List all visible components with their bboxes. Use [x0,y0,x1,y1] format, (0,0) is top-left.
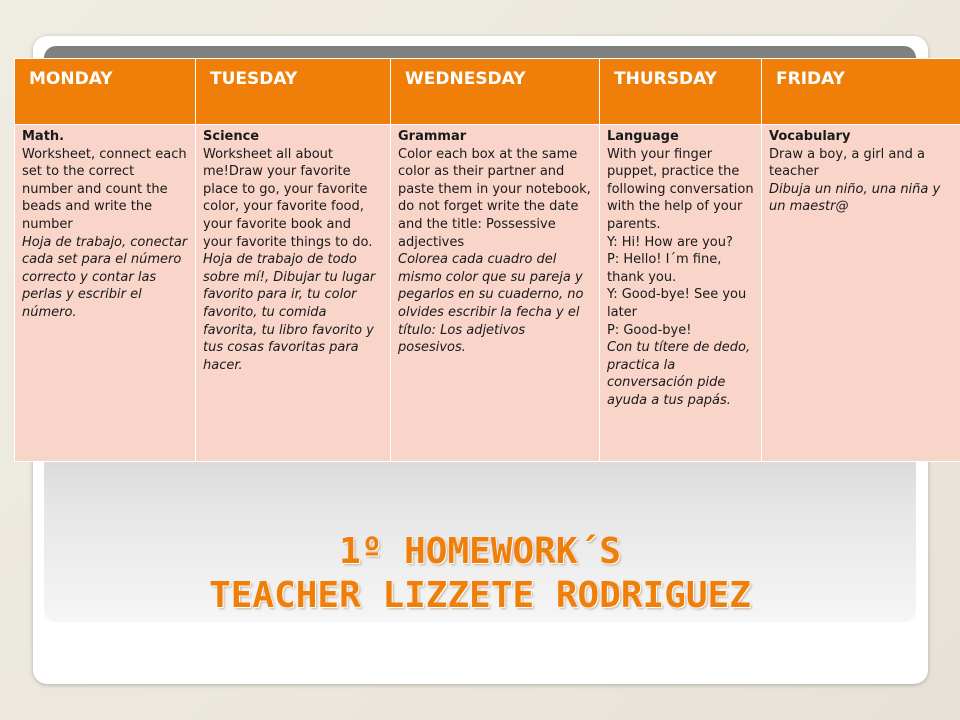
header-thursday: THURSDAY [600,59,762,125]
cell-subject: Grammar [398,129,467,144]
cell-english-text: Worksheet, connect each set to the correct number and count the beads and write the number [22,146,187,232]
title-line-homework: 1º HOMEWORK´S [339,531,621,572]
cell-english-text: Draw a boy, a girl and a teacher [769,146,925,180]
cell-thursday [600,125,762,462]
cell-friday [762,125,960,462]
cell-english-text: With your finger puppet, practice the following conversation with the help of your parents. Y: Hi! How are you? P: Hello! I´m fine, thank you. Y: Good-bye! See you later P: Good-bye! [607,146,754,338]
header-tuesday: TUESDAY [196,59,391,125]
cell-spanish-text: Hoja de trabajo de todo sobre mí!, Dibujar tu lugar favorito para ir, tu color favorito, tu comida favorita, tu libro favorito y tus cosas favoritas para hacer. [203,252,376,373]
cell-subject: Vocabulary [769,129,851,144]
cell-tuesday [196,125,391,462]
header-friday: FRIDAY [762,59,960,125]
day-header-row [15,59,960,125]
cell-wednesday [391,125,600,462]
cell-subject: Language [607,129,679,144]
cell-spanish-text: Hoja de trabajo, conectar cada set para el número correcto y contar las perlas y escribir el número. [22,234,188,320]
cell-english-text: Worksheet all about me!Draw your favorite place to go, your favorite color, your favorite food, your favorite book and your favorite things to do. [203,146,373,250]
header-wednesday: WEDNESDAY [391,59,600,125]
homework-row [15,125,960,462]
cell-subject: Science [203,129,260,144]
title-line-teacher: TEACHER LIZZETE RODRIGUEZ [209,575,751,616]
cell-english-text: Color each box at the same color as their partner and paste them in your notebook, do not forget write the date and the title: Possessive adjectives [398,146,591,250]
cell-subject: Math. [22,129,65,144]
cell-spanish-text: Con tu títere de dedo, practica la conversación pide ayuda a tus papás. [607,340,751,408]
cell-monday [15,125,196,462]
cell-spanish-text: Colorea cada cuadro del mismo color que su pareja y pegarlos en su cuaderno, no olvides escribir la fecha y el título: Los adjetivos posesivos. [398,252,584,356]
homework-schedule-table [14,58,960,462]
header-monday: MONDAY [15,59,196,125]
cell-spanish-text: Dibuja un niño, una niña y un maestr@ [769,181,941,215]
slide-title [44,530,916,618]
